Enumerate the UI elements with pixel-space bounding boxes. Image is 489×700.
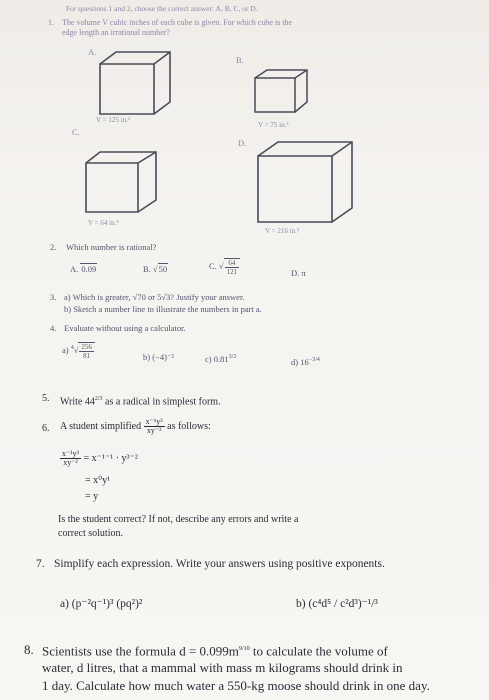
q4-part-b: b) (−4)⁻² (143, 352, 174, 362)
cube-d (256, 140, 354, 224)
q7-text: Simplify each expression. Write your answers using positive exponents. (54, 558, 385, 570)
q1-text-line2: edge length an irrational number? (62, 28, 170, 37)
q8-line1: Scientists use the formula $d = 0.099m^{9/10}$ to calculate the volume of (42, 643, 388, 659)
q8-line2: water, d litres, that a mammal with mass m kilograms should drink in (42, 660, 403, 675)
q7-part-b: b) (c⁴d⁵ / c²d³)⁻¹/³ (296, 598, 378, 610)
q7-part-a: a) (p⁻²q⁻¹)³ (pq²)² (60, 598, 143, 610)
q4-number: 4. (50, 323, 57, 333)
q5-text: Write $44^{2/3}$ as a radical in simplest form. (60, 396, 221, 408)
q3-part-b: b) Sketch a number line to illustrate the numbers in part a. (64, 304, 262, 314)
q2-option-c: C. √ $\frac{64}{121}$ (209, 258, 240, 276)
q1-option-b-volume: V = 75 in.³ (258, 121, 289, 129)
q8-number: 8. (24, 642, 34, 657)
q6-number: 6. (42, 423, 50, 434)
q3-part-a: a) Which is greater, √70 or 5√3? Justify your answer. (64, 292, 245, 302)
q4-text: Evaluate without using a calculator. (64, 323, 186, 333)
header-instruction: For questions 1 and 2, choose the correct answer: A, B, C, or D. (66, 4, 258, 13)
q3-number: 3. (50, 292, 57, 302)
q1-option-d-volume: V = 216 in.³ (265, 227, 299, 235)
cube-a (98, 50, 178, 116)
cube-c (84, 150, 160, 214)
q2-option-d: D. π (291, 268, 306, 278)
q6-step1: $\frac{\text{x⁻¹y³}}{\text{xy⁻²}}$ = x⁻¹⁻¹ · y³⁻² (62, 449, 138, 467)
q4-part-a: a) $^4$√ $\frac{256}{81}$ (62, 342, 95, 360)
q4-part-c: c) $0.81^{3/2}$ (205, 353, 237, 364)
q6-step2: = x⁰y¹ (85, 475, 111, 486)
q1-number: 1. (48, 18, 54, 27)
q2-text: Which number is rational? (66, 242, 157, 252)
q2-number: 2. (50, 242, 57, 252)
q1-option-c-letter: C. (72, 127, 80, 137)
cube-b (253, 68, 309, 114)
q1-option-a-volume: V = 125 in.³ (96, 116, 130, 124)
q6-step3: = y (85, 491, 99, 502)
q6-text: A student simplified $\frac{\text{x⁻¹y³}}{\text{xy⁻²}}$ as follows: (60, 417, 211, 435)
q2-option-a: A. 0.09 (70, 264, 97, 274)
q1-text-line1: The volume V cubic inches of each cube is given. For which cube is the (62, 18, 293, 27)
q1-option-c-volume: V = 64 in.³ (88, 219, 119, 227)
q2-option-b: B. √50 (143, 264, 168, 274)
q6-followup-line2: correct solution. (58, 528, 123, 539)
q7-number: 7. (36, 558, 45, 570)
q1-option-d-letter: D. (238, 138, 247, 148)
q1-option-a-letter: A. (88, 47, 97, 57)
q4-part-d: d) $16^{-3/4}$ (291, 356, 320, 367)
q8-line3: 1 day. Calculate how much water a 550-kg moose should drink in one day. (42, 678, 430, 693)
q1-option-b-letter: B. (236, 55, 244, 65)
q6-followup-line1: Is the student correct? If not, describe any errors and write a (58, 514, 299, 525)
q5-number: 5. (42, 393, 50, 404)
